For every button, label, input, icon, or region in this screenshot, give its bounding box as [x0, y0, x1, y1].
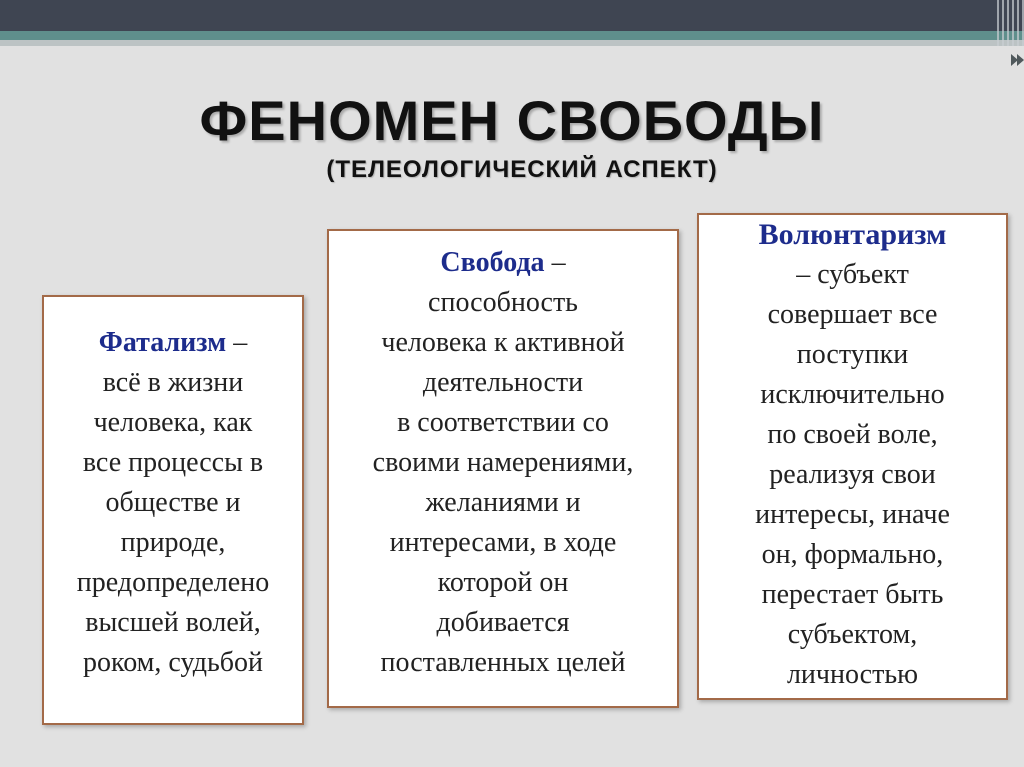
card-line: деятельности — [422, 367, 584, 398]
card-line: все процессы в — [82, 447, 264, 478]
card-line: предопределено — [76, 567, 270, 598]
header-bar-gray — [0, 40, 1024, 46]
card-line: поставленных целей — [380, 647, 626, 678]
card-line: исключительно — [760, 379, 945, 410]
card-line: своими намерениями, — [372, 447, 634, 478]
card-voluntarism — [697, 213, 1008, 700]
term-dash: – — [226, 327, 248, 358]
card-line: реализуя свои — [769, 459, 936, 490]
header-bar-dark — [0, 0, 1024, 31]
decorative-stripes — [997, 0, 1024, 46]
card-first-line — [329, 243, 677, 283]
card-line: способность — [428, 287, 578, 318]
card-line: перестает быть — [761, 579, 944, 610]
slide-subtitle: (ТЕЛЕОЛОГИЧЕСКИЙ АСПЕКТ) — [326, 156, 718, 183]
slide-title: ФЕНОМЕН СВОБОДЫ — [199, 89, 825, 152]
card-line: роком, судьбой — [83, 647, 263, 678]
card-line: высшей волей, — [85, 607, 261, 638]
arrow-right-icon — [1017, 54, 1024, 66]
card-line: которой он — [437, 567, 569, 598]
card-line: интересы, иначе — [755, 499, 950, 530]
header-bar-teal — [0, 31, 1024, 40]
title-block — [0, 88, 1024, 186]
term-voluntarism: Волюнтаризм — [758, 218, 947, 251]
card-line: поступки — [796, 339, 909, 370]
card-line: в соответствии со — [397, 407, 609, 438]
card-line: субъектом, — [787, 619, 918, 650]
card-freedom — [327, 229, 679, 708]
card-first-line — [44, 323, 302, 363]
card-line: добивается — [436, 607, 570, 638]
card-line: он, формально, — [761, 539, 944, 570]
term-fatalism: Фатализм — [98, 327, 227, 358]
card-line: всё в жизни — [102, 367, 244, 398]
card-line: природе, — [120, 527, 226, 558]
card-line: человека к активной — [381, 327, 625, 358]
term-dash: – — [544, 247, 566, 278]
card-fatalism — [42, 295, 304, 725]
card-line: человека, как — [93, 407, 253, 438]
card-line: обществе и — [105, 487, 241, 518]
card-line: интересами, в ходе — [389, 527, 617, 558]
term-freedom: Свобода — [440, 247, 545, 278]
card-line: личностью — [786, 659, 919, 690]
card-line: по своей воле, — [767, 419, 938, 450]
card-line: желаниями и — [425, 487, 581, 518]
card-line: совершает все — [767, 299, 938, 330]
card-line: – субъект — [796, 259, 909, 290]
